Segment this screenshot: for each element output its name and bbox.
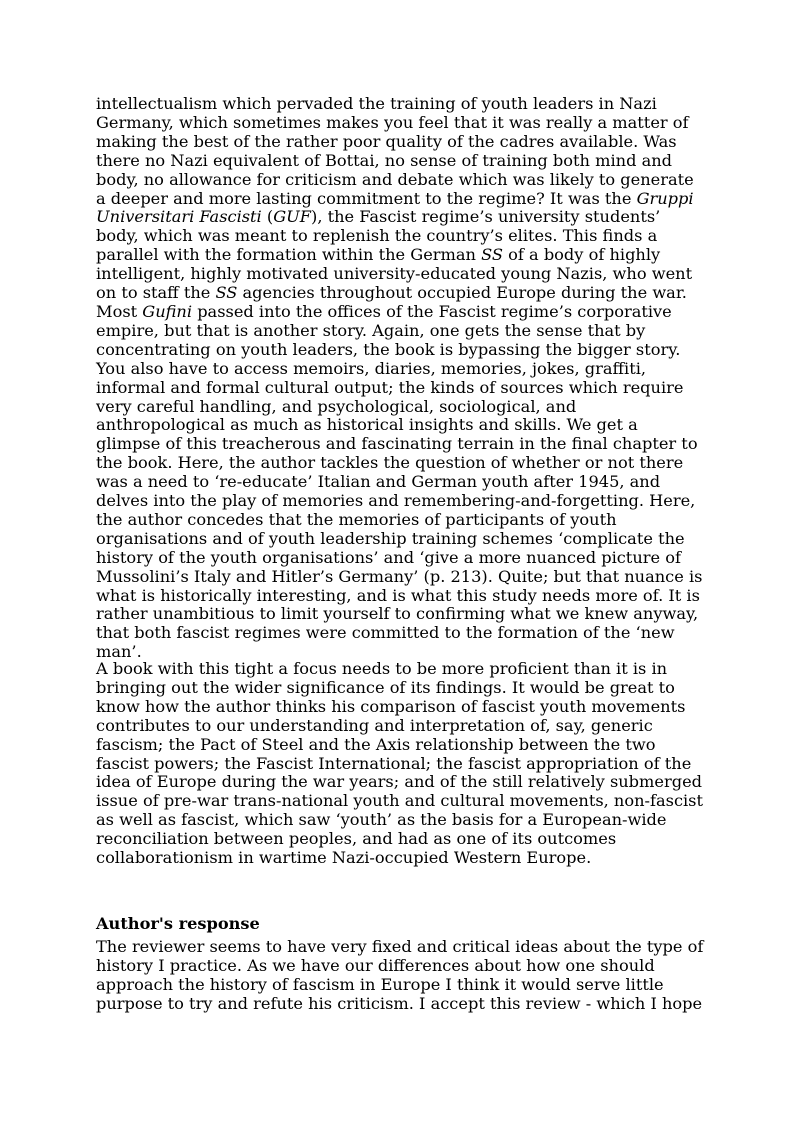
text-line: [96, 717, 736, 736]
text-segment: idea of Europe during the war years; and of the still relatively submerged: [96, 772, 703, 792]
text-segment: collaborationism in wartime Nazi-occupied Western Europe.: [96, 848, 592, 868]
text-segment: approach the history of fascism in Europe I think it would serve little: [96, 974, 664, 994]
text-segment: history of the youth organisations’ and ‘give a more nuanced picture of: [96, 547, 681, 567]
text-segment: Mussolini’s Italy and Hitler’s Germany’ (p. 213). Quite; but that nuance is: [96, 566, 703, 586]
text-segment: glimpse of this treacherous and fascinating terrain in the final chapter to: [96, 434, 698, 454]
text-segment: passed into the offices of the Fascist regime’s corporative: [192, 301, 672, 321]
text-segment: parallel with the formation within the German: [96, 245, 482, 265]
text-line: [96, 492, 736, 511]
text-segment: man’.: [96, 642, 142, 662]
text-line: [96, 416, 736, 435]
text-segment: organisations and of youth leadership training schemes ‘complicate the: [96, 528, 685, 548]
text-line: [96, 190, 736, 209]
text-line: [96, 95, 736, 114]
text-segment: purpose to try and refute his criticism. I accept this review - which I hope: [96, 993, 703, 1013]
text-line: [96, 133, 736, 152]
text-segment: issue of pre-war trans-national youth and cultural movements, non-fascist: [96, 791, 703, 811]
text-segment: rather unambitious to limit yourself to confirming what we knew anyway,: [96, 604, 699, 624]
text-segment: know how the author thinks his comparison of fascist youth movements: [96, 696, 686, 716]
text-line: [96, 605, 736, 624]
text-line: [96, 171, 736, 190]
italic-text: Gufini: [142, 301, 193, 321]
text-segment: The reviewer seems to have very fixed and critical ideas about the type of: [96, 937, 704, 956]
text-line: [96, 246, 736, 265]
text-segment: body, no allowance for criticism and debate which was likely to generate: [96, 169, 694, 189]
text-line: [96, 792, 736, 811]
text-line: [96, 938, 736, 957]
text-segment: there no Nazi equivalent of Bottai, no sense of training both mind and: [96, 150, 673, 170]
text-line: [96, 736, 736, 755]
text-segment: delves into the play of memories and remembering-and-forgetting. Here,: [96, 491, 696, 511]
text-segment: anthropological as much as historical insights and skills. We get a: [96, 415, 638, 435]
text-line: [96, 568, 736, 587]
text-line: [96, 511, 736, 530]
text-line: [96, 698, 736, 717]
text-line: [96, 830, 736, 849]
text-line: [96, 227, 736, 246]
text-line: [96, 265, 736, 284]
text-segment: informal and formal cultural output; the kinds of sources which require: [96, 377, 684, 397]
text-line: [96, 454, 736, 473]
text-segment: intellectualism which pervaded the training of youth leaders in Nazi: [96, 94, 657, 113]
text-segment: ), the Fascist regime’s university students’: [311, 207, 661, 227]
text-line: [96, 208, 736, 227]
text-line: [96, 811, 736, 830]
text-line: [96, 624, 736, 643]
italic-text: GUF: [273, 207, 312, 227]
text-segment: contributes to our understanding and interpretation of, say, generic: [96, 715, 653, 735]
text-line: [96, 435, 736, 454]
text-line: [96, 976, 736, 995]
text-segment: fascist powers; the Fascist International; the fascist appropriation of the: [96, 753, 692, 773]
text-line: [96, 360, 736, 379]
text-line: [96, 587, 736, 606]
section-heading: Author's response: [96, 914, 260, 933]
text-segment: making the best of the rather poor quality of the cadres available. Was: [96, 131, 677, 151]
text-segment: what is historically interesting, and is what this study needs more of. It is: [96, 585, 700, 605]
text-segment: You also have to access memoirs, diaries, memories, jokes, graffiti,: [96, 358, 647, 378]
italic-text: Universitari Fascisti: [96, 207, 262, 227]
text-line: [96, 995, 736, 1014]
text-segment: was a need to ‘re-educate’ Italian and German youth after 1945, and: [96, 472, 661, 492]
text-segment: that both fascist regimes were committed to the formation of the ‘new: [96, 623, 675, 643]
text-line: [96, 322, 736, 341]
text-segment: bringing out the wider significance of its findings. It would be great to: [96, 677, 675, 697]
text-segment: the book. Here, the author tackles the question of whether or not there: [96, 453, 684, 473]
text-line: [96, 284, 736, 303]
text-line: [96, 341, 736, 360]
text-segment: agencies throughout occupied Europe during the war.: [237, 283, 687, 303]
review-paragraph-2: [96, 660, 736, 868]
text-segment: fascism; the Pact of Steel and the Axis relationship between the two: [96, 734, 656, 754]
text-segment: the author concedes that the memories of participants of youth: [96, 509, 617, 529]
text-line: [96, 303, 736, 322]
text-line: [96, 849, 736, 868]
text-line: [96, 379, 736, 398]
text-segment: history I practice. As we have our differences about how one should: [96, 955, 655, 975]
text-segment: A book with this tight a focus needs to be more proficient than it is in: [96, 659, 668, 678]
text-segment: of a body of highly: [503, 245, 661, 265]
text-segment: (: [261, 207, 274, 227]
text-segment: as well as fascist, which saw ‘youth’ as the basis for a European-wide: [96, 810, 667, 830]
text-segment: a deeper and more lasting commitment to the regime? It was the: [96, 188, 637, 208]
text-line: [96, 549, 736, 568]
text-line: [96, 473, 736, 492]
text-line: [96, 398, 736, 417]
text-segment: intelligent, highly motivated university-educated young Nazis, who went: [96, 264, 693, 284]
text-line: [96, 679, 736, 698]
text-segment: concentrating on youth leaders, the book is bypassing the bigger story.: [96, 339, 681, 359]
italic-text: SS: [481, 245, 503, 265]
text-segment: Most: [96, 301, 143, 321]
text-segment: very careful handling, and psychological, sociological, and: [96, 396, 577, 416]
text-line: [96, 660, 736, 679]
text-segment: reconciliation between peoples, and had as one of its outcomes: [96, 829, 617, 849]
text-line: [96, 152, 736, 171]
text-segment: body, which was meant to replenish the country’s elites. This finds a: [96, 226, 658, 246]
text-segment: on to staff the: [96, 283, 216, 303]
text-segment: Germany, which sometimes makes you feel that it was really a matter of: [96, 112, 689, 132]
author-response-paragraph: [96, 938, 736, 1014]
text-line: [96, 114, 736, 133]
italic-text: SS: [215, 283, 238, 303]
text-line: [96, 755, 736, 774]
text-segment: empire, but that is another story. Again, one gets the sense that by: [96, 320, 646, 340]
text-line: [96, 530, 736, 549]
italic-text: Gruppi: [636, 188, 694, 208]
text-line: [96, 957, 736, 976]
review-paragraph-1: [96, 95, 736, 662]
text-line: [96, 773, 736, 792]
